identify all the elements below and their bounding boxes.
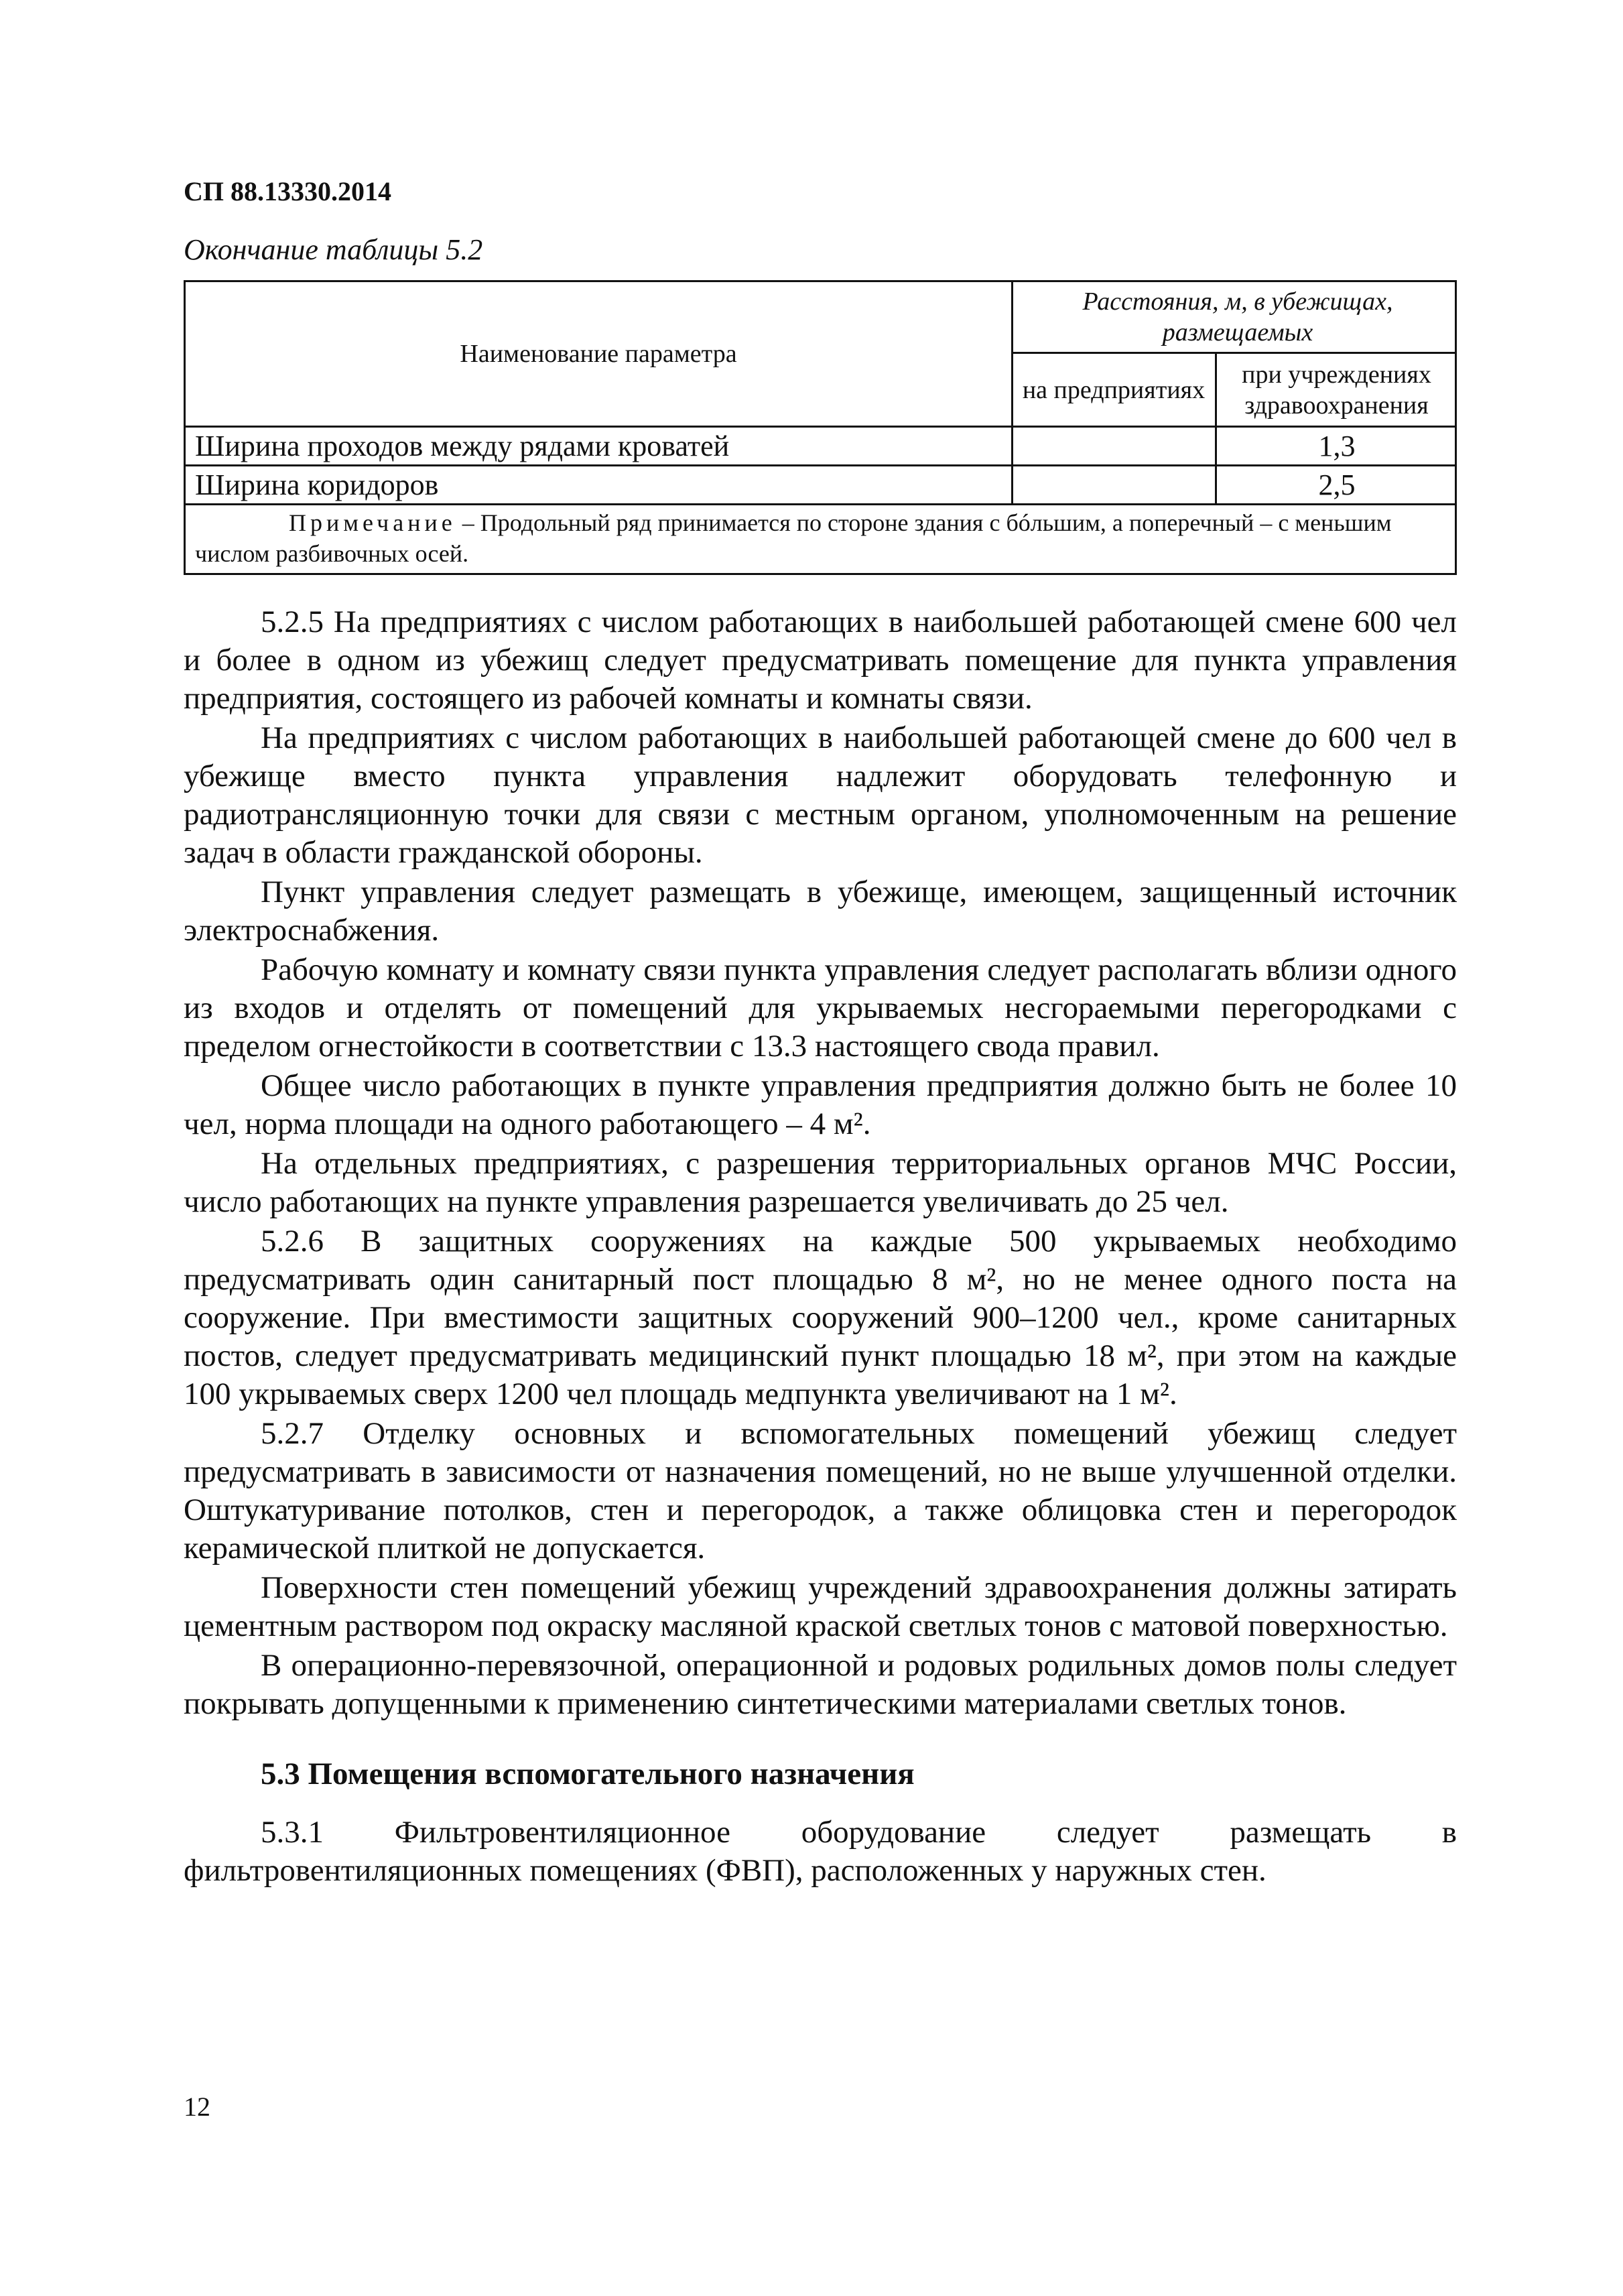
table-divider bbox=[1011, 282, 1013, 503]
document-code: СП 88.13330.2014 bbox=[184, 176, 391, 206]
header-distance-group: Расстояния, м, в убежищах, размещаемых bbox=[1082, 288, 1393, 346]
section-title: 5.3 Помещения вспомогательного назначения bbox=[261, 1757, 915, 1791]
paragraph: В операционно-перевязочной, операционной и родовых родильных домов полы следует покрывать допущенными к применению синтетическими материалами светлых тонов. bbox=[184, 1648, 1457, 1721]
note-text: – Продольный ряд принимается по стороне здания с бóльшим, а поперечный – с меньшим числом разбивочных осей. bbox=[195, 509, 1392, 567]
paragraph: Пункт управления следует размещать в убежище, имеющем, защищенный источник электроснабжения. bbox=[184, 875, 1457, 948]
row-enterprises bbox=[1014, 466, 1215, 503]
paragraph: Общее число работающих в пункте управления предприятия должно быть не более 10 чел, норма площади на одного работающего – 4 м². bbox=[184, 1068, 1457, 1141]
header-param: Наименование параметра bbox=[460, 340, 737, 368]
page-number: 12 bbox=[184, 2092, 210, 2122]
paragraph: 5.3.1 Фильтровентиляционное оборудование следует размещать в фильтровентиляционных помещениях (ФВП), расположенных у наружных стен. bbox=[184, 1815, 1457, 1888]
paragraph: Поверхности стен помещений убежищ учреждений здравоохранения должны затирать цементным раствором под окраску масляной краской светлых тонов с матовой поверхностью. bbox=[184, 1570, 1457, 1643]
table-caption: Окончание таблицы 5.2 bbox=[184, 233, 483, 266]
paragraph: На отдельных предприятиях, с разрешения территориальных органов МЧС России, число работающих на пункте управления разрешается увеличивать до 25 чел. bbox=[184, 1146, 1457, 1219]
table-note bbox=[195, 507, 1441, 569]
paragraph: 5.2.5 На предприятиях с числом работающих в наибольшей работающей смене 600 чел и более в одном из убежищ следует предусматривать помещение для пункта управления предприятия, состоящего из рабочей комнаты и комнаты связи. bbox=[184, 604, 1457, 716]
header-health: при учреждениях здравоохранения bbox=[1242, 360, 1431, 420]
body-text bbox=[184, 603, 1457, 1891]
note-label: Примечание bbox=[289, 509, 456, 536]
row-health: 1,3 bbox=[1318, 429, 1356, 462]
row-param: Ширина коридоров bbox=[195, 468, 439, 501]
paragraph: На предприятиях с числом работающих в наибольшей работающей смене до 600 чел в убежище вместо пункта управления надлежит оборудовать телефонную и радиотрансляционную точки для связи с местным органом, уполномоченным на решение задач в области гражданской обороны. bbox=[184, 720, 1457, 870]
header-enterprises: на предприятиях bbox=[1022, 375, 1206, 404]
row-enterprises bbox=[1014, 428, 1215, 464]
distances-table bbox=[184, 280, 1457, 575]
paragraph: Рабочую комнату и комнату связи пункта управления следует располагать вблизи одного из входов и отделять от помещений для укрываемых несгораемыми перегородками с пределом огнестойкости в соответствии с 13.3 настоящего свода правил. bbox=[184, 952, 1457, 1064]
paragraph: 5.2.6 В защитных сооружениях на каждые 500 укрываемых необходимо предусматривать один санитарный пост площадью 8 м², но не менее одного поста на сооружение. При вместимости защитных сооружений 900–1200 чел., кроме санитарных постов, следует предусматривать медицинский пункт площадью 18 м², при этом на каждые 100 укрываемых сверх 1200 чел площадь медпункта увеличивают на 1 м². bbox=[184, 1224, 1457, 1411]
table-divider bbox=[186, 503, 1457, 505]
row-health: 2,5 bbox=[1318, 468, 1356, 501]
row-param: Ширина проходов между рядами кроватей bbox=[195, 430, 730, 462]
paragraph: 5.2.7 Отделку основных и вспомогательных помещений убежищ следует предусматривать в зависимости от назначения помещений, но не выше улучшенной отделки. Оштукатуривание потолков, стен и перегородок, а также облицовка стен и перегородок керамической плиткой не допускается. bbox=[184, 1416, 1457, 1566]
